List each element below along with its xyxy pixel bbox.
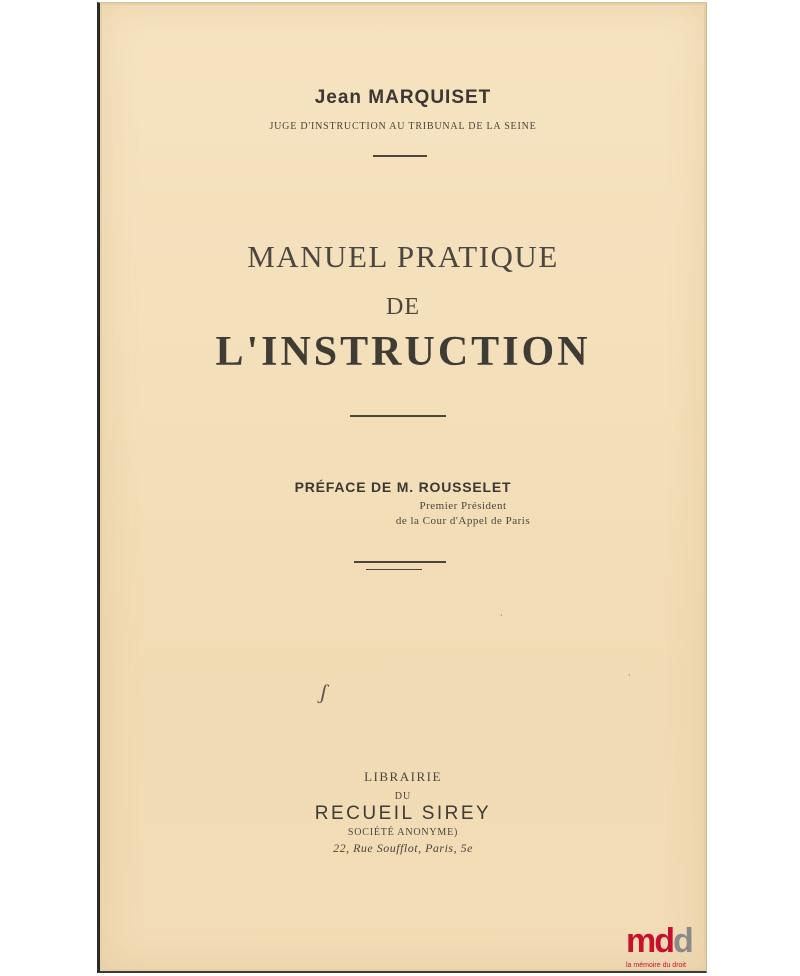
title-line-3: L'INSTRUCTION bbox=[215, 329, 591, 375]
watermark-logo bbox=[626, 922, 706, 972]
divider-rule bbox=[354, 561, 446, 563]
logo-letters: mdd bbox=[626, 922, 692, 960]
preface-role-line-1: Premier Président bbox=[419, 500, 507, 512]
logo-tagline: la mémoire du droit bbox=[626, 962, 686, 969]
title-line-2: DE bbox=[386, 294, 420, 320]
publisher-name: RECUEIL SIREY bbox=[314, 803, 492, 824]
paper-mark: · bbox=[628, 671, 631, 680]
divider-rule bbox=[373, 155, 427, 157]
book-cover bbox=[97, 2, 707, 973]
divider-rule bbox=[350, 415, 446, 417]
preface-role-line-2: de la Cour d'Appel de Paris bbox=[395, 515, 531, 527]
publisher-line-4: SOCIÉTÉ ANONYME) bbox=[347, 827, 459, 838]
author-name: Jean MARQUISET bbox=[314, 87, 492, 108]
publisher-line-1: LIBRAIRIE bbox=[364, 769, 442, 784]
paper-mark: · bbox=[500, 611, 503, 620]
title-line-1: MANUEL PRATIQUE bbox=[247, 239, 559, 274]
publisher-address: 22, Rue Soufflot, Paris, 5e bbox=[333, 841, 473, 855]
author-role: JUGE D'INSTRUCTION AU TRIBUNAL DE LA SEINE bbox=[269, 121, 537, 132]
paper-mark: ʃ bbox=[317, 678, 330, 705]
preface-heading: PRÉFACE DE M. ROUSSELET bbox=[294, 479, 512, 495]
divider-rule bbox=[366, 569, 422, 570]
publisher-line-2: DU bbox=[394, 791, 412, 802]
